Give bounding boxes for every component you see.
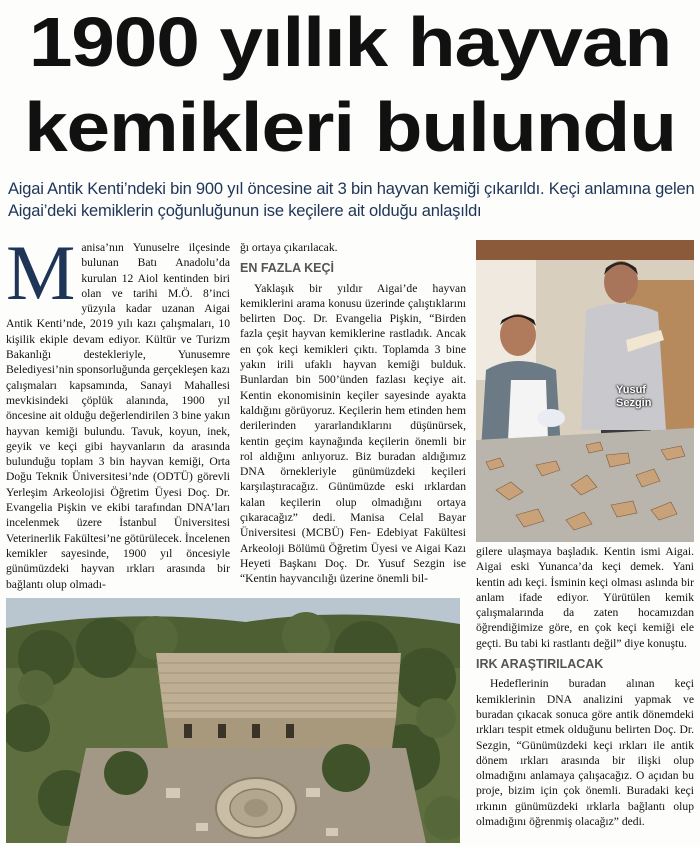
caption-last-name: Sezgin — [616, 397, 652, 409]
caption-first-name: Yusuf — [616, 384, 646, 396]
headline-line-2: kemikleri bulundu — [24, 88, 676, 166]
article-column-2 — [240, 240, 466, 587]
photo-illustration — [476, 240, 694, 542]
photo-aigai-ruins-aerial — [6, 598, 460, 843]
photo-illustration — [6, 598, 460, 843]
photo-caption — [616, 384, 651, 410]
section-heading-en-fazla-keci: EN FAZLA KEÇİ — [240, 261, 334, 276]
article-paragraph-continued: ğı ortaya çıkarılacak. — [240, 241, 338, 254]
article-column-1 — [6, 229, 230, 592]
section-heading-irk-arastirilacak: IRK ARAŞTIRILACAK — [476, 657, 604, 672]
article-column-3 — [476, 544, 694, 829]
subheadline: Aigai Antik Kenti’ndeki bin 900 yıl öncesine ait 3 bin hayvan kemiği çıkarıldı. Keçi anlamına gelen Aigai’deki kemiklerin çoğunluğunun ise keçilere ait olduğu anlaşıldı — [8, 180, 695, 220]
article-paragraph: Hedeflerinin buradan alınan keçi kemiklerinin DNA analizini yapmak ve buradan çıkacak sonuca göre antik dönemdeki ırkları tespit etmek olduğunu belirten Doç. Dr. Sezgin, “Günümüzdeki keçi ırkları ile antik dönem ırkları arasında bir ilişki olup olmadığını anlamaya çalışacağız. O açıdan bu proje, bizim için çok önemli. Buradaki keçi ırkının günümüzdeki ırklarla bağlantı olup olmadığını öğrenmiş olacağız” dedi. — [476, 677, 694, 829]
article-paragraph-continued: gilere ulaşmaya başladık. Kentin ismi Aigai. Aigai eski Yunanca’da keçi demek. Yani kentin adı keçi. İsminin keçi olması aslında bir anlam ifade ediyor. Yürütülen kemik çalışmalarında da zaten hocamızdan öğrendiğimize göre, en çok keçi kemiği ele geçti. Bu tabi ki rastlantı değil” diye konuştu. — [476, 545, 694, 650]
article-paragraph: anisa’nın Yunuselre ilçesinde bulunan Batı Anadolu’da kurulan 12 Aiol kentinden biri olan ve tarihi M.Ö. 8’inci yüzyıla kadar uzanan Aigai Antik Kenti’nde, 2019 yılı kazı çalışmaları, 10 kişilik ekiple devam ediyor. Kültür ve Turizm Bakanlığı destekleriyle, Yunusemre Belediyesi’nin sponsorluğunda gerçekleşen kazı çalışmaları kapsamında, Sanayi Mahallesi mevkisindeki çöplük alanında, 1900 yıl öncesine ait olduğu değerlendirilen 3 bine yakın hayvan kemiği bulundu. Tavuk, koyun, inek, geyik ve keçi gibi hayvanların da arasında bulunduğu toplam 3 bin hayvan kemiği, Orta Doğu Teknik Üniversitesi’nde (ODTÜ) görevli Yerleşim Arkeolojisi Öğretim Üyesi Doç. Dr. Evangelia Pişkin ve ekibi tarafından DNA’ları incelenmek üzere İstanbul Üniversitesi Veterinerlik Fakültesi’ne götürülecek. İncelenen kemikler sayesinde, 1900 yıl öncesiyle günümüzdeki hayvan ırkları arasında bir bağlantı olup olmadı- — [6, 241, 230, 591]
headline-line-1: 1900 yıllık hayvan — [28, 3, 672, 81]
drop-cap: M — [6, 229, 76, 316]
article-paragraph: Yaklaşık bir yıldır Aigai’de hayvan kemiklerini arama konusu üzerinde çalıştıklarını belirten Doç. Dr. Evangelia Pişkin, “Birden fazla çeşit hayvan kemiklerine rastladık. Ancak en çok keçi kemikleri çıktı. Toplamda 3 bine yakın irili ufaklı hayvan kemiği bulduk. Bunlardan bin 500’ünden fazlası keçiye ait. Kentin ekonomisinin keçiler sayesinde ayakta kaldığını görüyoruz. Keçilerin hem etinden hem derilerinden yararlandıklarını düşünürsek, kentin geçim kaynağında keçilerin önemli bir rol aldığını anlıyoruz. Biz buradan aldığımız DNA örnekleriyle günümüzdeki keçileri karşılaştıracağız. Günümüzde eski ırklardan kalan keçilerin olup olmadığını ortaya çıkaracağız” dedi. Manisa Celal Bayar Üniversitesi (MCBÜ) Fen- Edebiyat Fakültesi Arkeoloji Bölümü Öğretim Üyesi ve Aigai Kazı Heyeti Başkanı Doç. Dr. Yusuf Sezgin ise “Kentin hayvancılığı üzerine önemli bil- — [240, 281, 466, 586]
photo-scientists-with-bones — [476, 240, 694, 542]
